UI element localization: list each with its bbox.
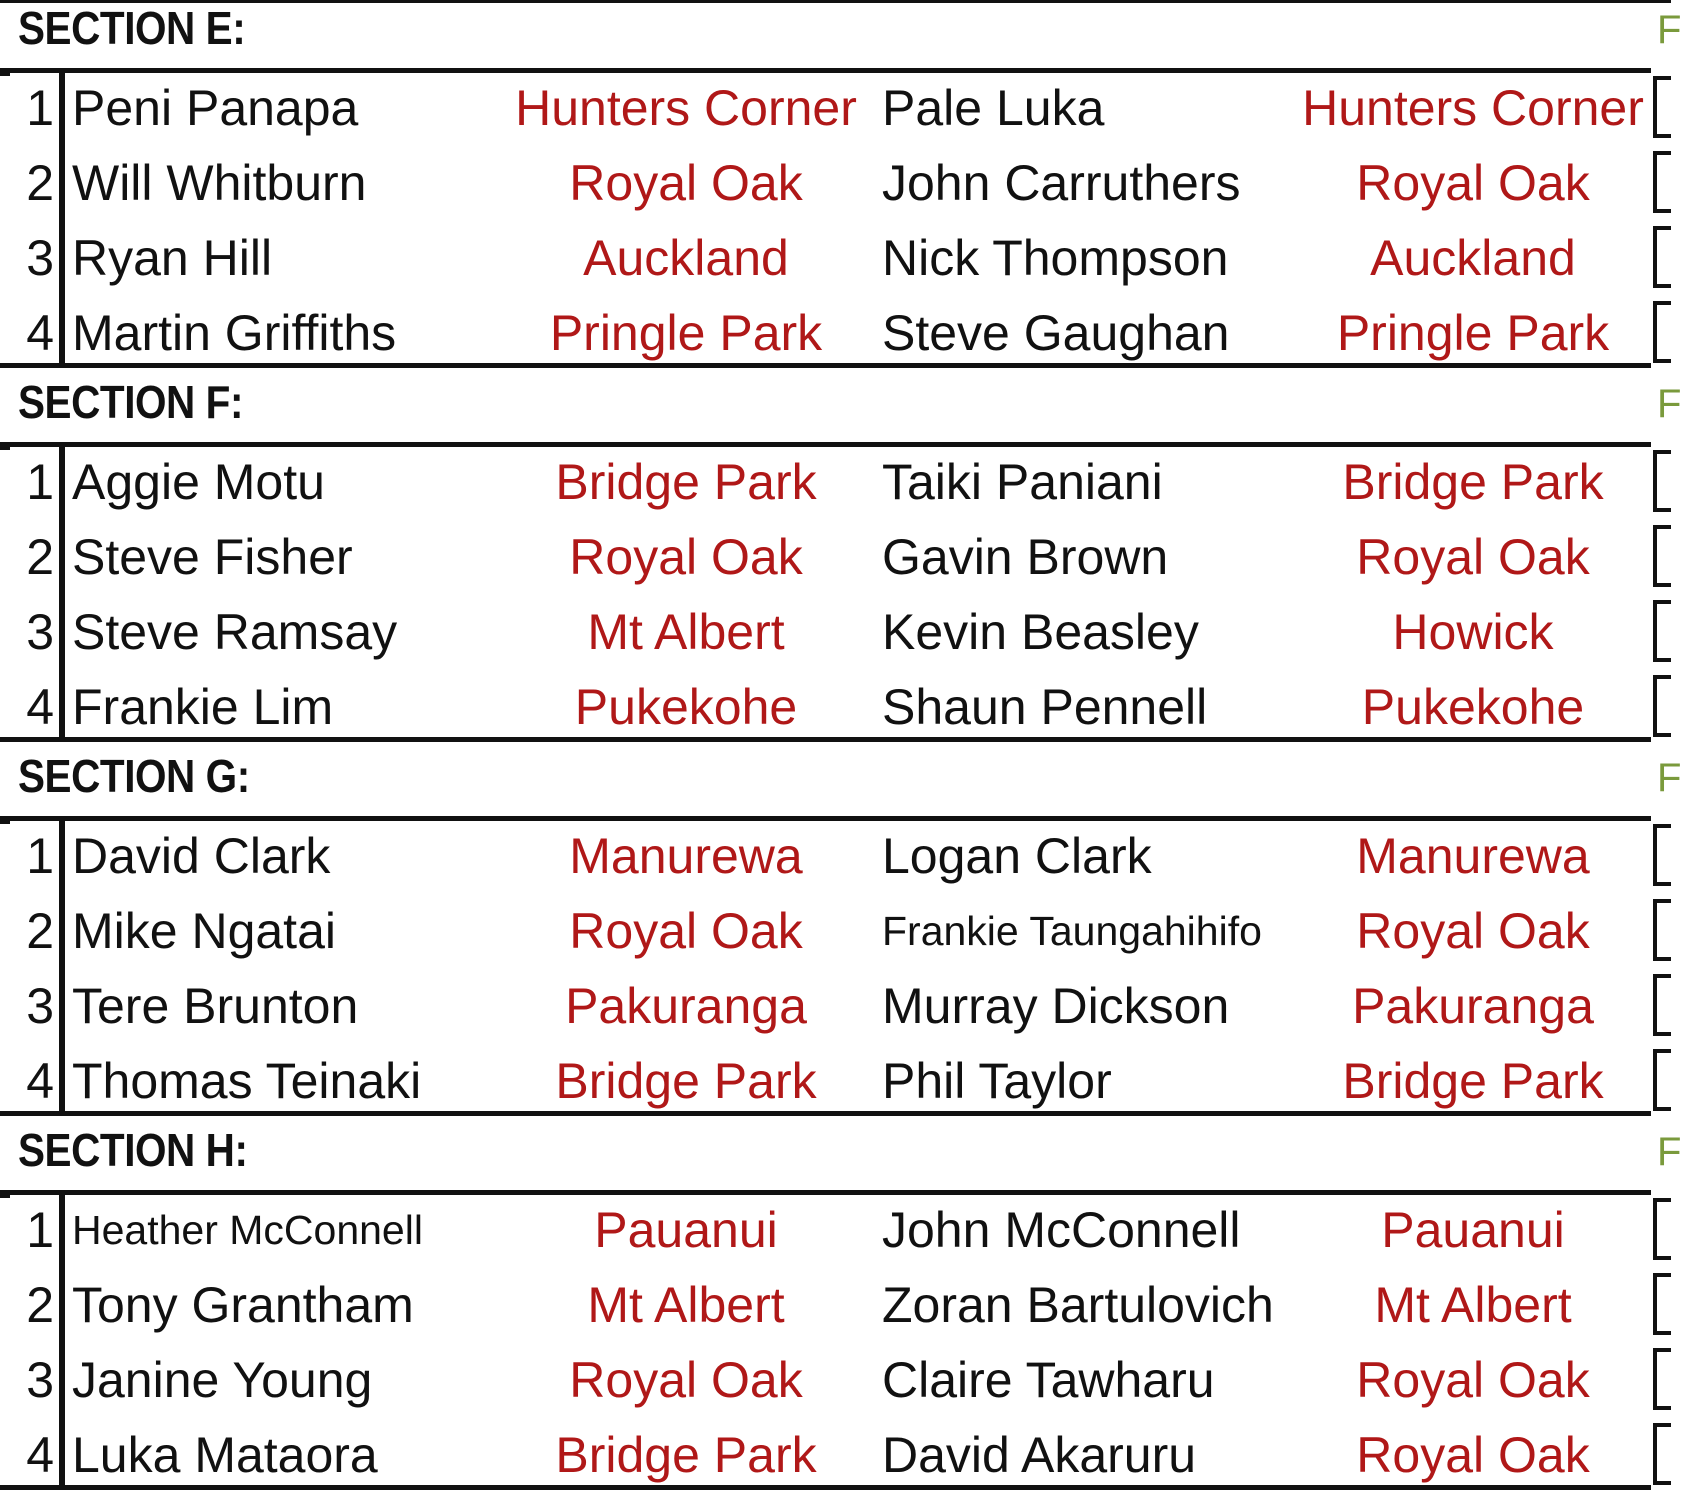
club-2: Pakuranga [1352, 978, 1594, 1034]
row-number: 3 [26, 1352, 54, 1408]
table-row [0, 894, 1651, 969]
section-table [0, 68, 1651, 368]
club-1: Pakuranga [565, 978, 807, 1034]
table-row [0, 221, 1651, 296]
table-row [0, 1418, 1651, 1493]
club-1: Pauanui [594, 1202, 778, 1258]
player-1: Mike Ngatai [72, 903, 336, 959]
player-2: Shaun Pennell [882, 679, 1208, 735]
club-1: Manurewa [569, 828, 803, 884]
section-table [0, 442, 1651, 742]
table-row [0, 445, 1651, 520]
section-table [0, 1190, 1651, 1490]
club-1: Royal Oak [569, 529, 803, 585]
table-row [0, 819, 1651, 894]
section-marker: F [1657, 8, 1681, 52]
table-row [0, 670, 1651, 745]
club-1: Bridge Park [555, 1427, 817, 1483]
player-1: Will Whitburn [72, 155, 367, 211]
club-1: Auckland [583, 230, 789, 286]
table-row [0, 146, 1651, 221]
player-2: Taiki Paniani [882, 454, 1163, 510]
row-number: 4 [26, 305, 54, 361]
player-2: Phil Taylor [882, 1053, 1112, 1109]
player-1: David Clark [72, 828, 331, 884]
section-title: SECTION H: [18, 1124, 248, 1176]
section-marker: F [1657, 1130, 1681, 1174]
club-1: Hunters Corner [515, 80, 857, 136]
club-1: Pringle Park [549, 305, 823, 361]
row-number: 4 [26, 679, 54, 735]
row-number: 1 [26, 454, 54, 510]
club-1: Royal Oak [569, 1352, 803, 1408]
club-2: Royal Oak [1356, 903, 1590, 959]
player-1: Aggie Motu [72, 454, 325, 510]
player-2: Steve Gaughan [882, 305, 1230, 361]
row-number: 1 [26, 80, 54, 136]
player-1: Heather McConnell [72, 1207, 423, 1253]
table-row [0, 1343, 1651, 1418]
player-2: Kevin Beasley [882, 604, 1199, 660]
club-1: Bridge Park [555, 454, 817, 510]
player-1: Tere Brunton [72, 978, 359, 1034]
player-2: Claire Tawharu [882, 1352, 1215, 1408]
club-2: Bridge Park [1342, 1053, 1604, 1109]
table-row [0, 969, 1651, 1044]
row-number: 4 [26, 1053, 54, 1109]
row-number: 2 [26, 903, 54, 959]
club-1: Mt Albert [587, 1277, 785, 1333]
player-2: David Akaruru [882, 1427, 1197, 1483]
table-row [0, 1268, 1651, 1343]
table-row [0, 296, 1651, 371]
row-number: 3 [26, 230, 54, 286]
club-2: Royal Oak [1356, 529, 1590, 585]
player-1: Peni Panapa [72, 80, 359, 136]
club-2: Royal Oak [1356, 1352, 1590, 1408]
club-2: Hunters Corner [1302, 80, 1644, 136]
row-number: 3 [26, 604, 54, 660]
club-2: Royal Oak [1356, 155, 1590, 211]
club-2: Pauanui [1381, 1202, 1565, 1258]
club-1: Royal Oak [569, 155, 803, 211]
player-1: Tony Grantham [72, 1277, 414, 1333]
row-number: 2 [26, 1277, 54, 1333]
player-2: John McConnell [882, 1202, 1241, 1258]
player-2: Zoran Bartulovich [882, 1277, 1274, 1333]
player-1: Janine Young [72, 1352, 373, 1408]
row-number: 2 [26, 529, 54, 585]
player-2: Pale Luka [882, 80, 1105, 136]
table-row [0, 595, 1651, 670]
player-2: Murray Dickson [882, 978, 1230, 1034]
section-title: SECTION E: [18, 2, 246, 54]
section-marker: F [1657, 382, 1681, 426]
club-2: Pringle Park [1336, 305, 1610, 361]
section-title: SECTION G: [18, 750, 250, 802]
club-2: Bridge Park [1342, 454, 1604, 510]
table-row [0, 1044, 1651, 1119]
section-e [0, 0, 1681, 374]
table-row [0, 520, 1651, 595]
club-1: Royal Oak [569, 903, 803, 959]
player-2: Frankie Taungahihifo [882, 908, 1262, 954]
row-number: 1 [26, 828, 54, 884]
row-number: 4 [26, 1427, 54, 1483]
player-1: Steve Fisher [72, 529, 353, 585]
club-1: Mt Albert [587, 604, 785, 660]
section-marker: F [1657, 756, 1681, 800]
table-row [0, 71, 1651, 146]
row-number: 1 [26, 1202, 54, 1258]
club-1: Bridge Park [555, 1053, 817, 1109]
player-1: Ryan Hill [72, 230, 273, 286]
player-2: Logan Clark [882, 828, 1152, 884]
section-table [0, 816, 1651, 1116]
club-2: Mt Albert [1374, 1277, 1572, 1333]
player-1: Thomas Teinaki [72, 1053, 422, 1109]
row-number: 3 [26, 978, 54, 1034]
row-number: 2 [26, 155, 54, 211]
player-2: Gavin Brown [882, 529, 1169, 585]
player-2: John Carruthers [882, 155, 1241, 211]
club-2: Manurewa [1356, 828, 1590, 884]
section-g [0, 748, 1681, 1122]
club-2: Pukekohe [1361, 679, 1585, 735]
section-h [0, 1122, 1681, 1496]
player-2: Nick Thompson [882, 230, 1229, 286]
section-title: SECTION F: [18, 376, 243, 428]
section-f [0, 374, 1681, 748]
player-1: Frankie Lim [72, 679, 334, 735]
player-1: Luka Mataora [72, 1427, 378, 1483]
club-1: Pukekohe [574, 679, 798, 735]
club-2: Royal Oak [1356, 1427, 1590, 1483]
player-1: Martin Griffiths [72, 305, 397, 361]
player-1: Steve Ramsay [72, 604, 398, 660]
club-2: Howick [1392, 604, 1554, 660]
club-2: Auckland [1370, 230, 1576, 286]
table-row [0, 1193, 1651, 1268]
